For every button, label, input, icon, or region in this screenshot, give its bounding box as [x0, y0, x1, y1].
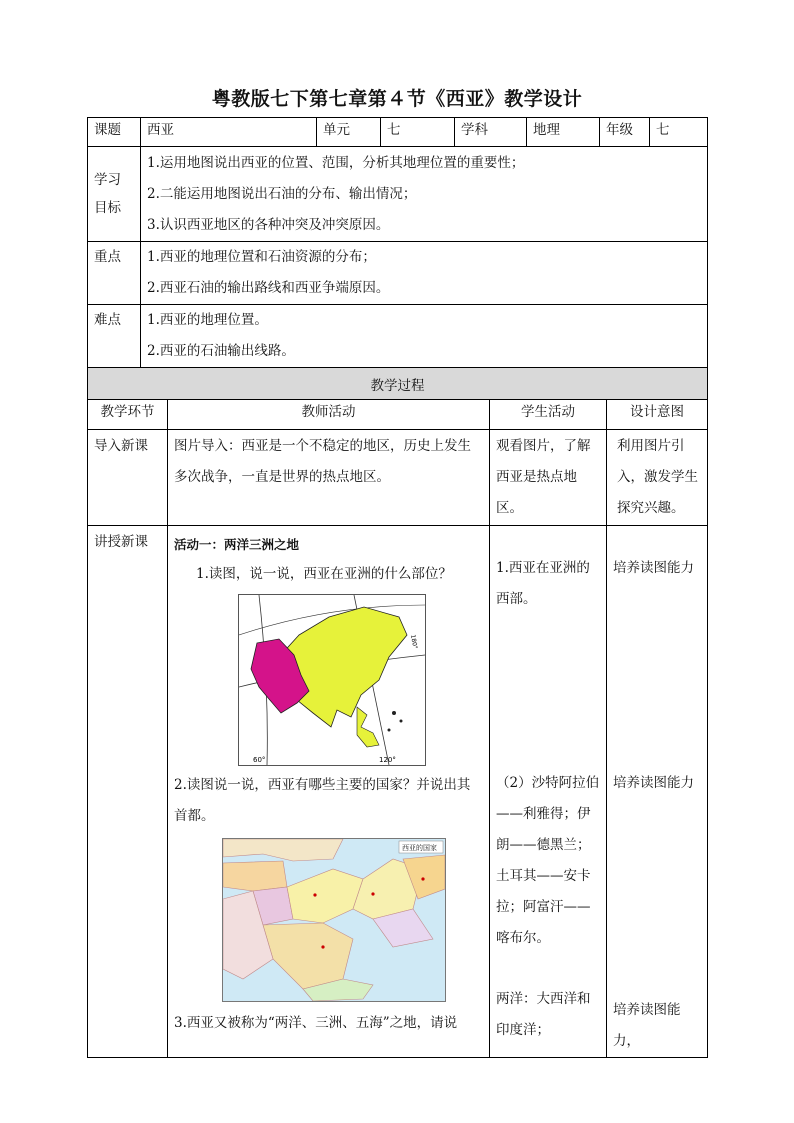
activity-title: 活动一：两洋三洲之地: [174, 537, 300, 552]
col-student: 学生活动: [490, 400, 607, 430]
meta-row: [88, 118, 708, 147]
intent-3: 培养读图能力，: [613, 1002, 681, 1049]
student-answer-1: 1.西亚在亚洲的西部。: [496, 560, 590, 607]
key-point-item: 2.西亚石油的输出路线和西亚争端原因。: [147, 280, 390, 296]
objectives-label: 学习 目标: [88, 147, 141, 242]
process-table: [87, 399, 708, 1058]
difficulties-content: [141, 305, 708, 368]
west-asia-map-svg: [223, 839, 445, 1001]
new-stage: 讲授新课: [88, 526, 168, 1058]
grade-value: 七: [650, 118, 708, 147]
question-3: 3.西亚又被称为“两洋、三洲、五海”之地，请说: [174, 1015, 458, 1031]
difficulties-row: [88, 305, 708, 368]
unit-label: 单元: [317, 118, 381, 147]
difficulty-item: 2.西亚的石油输出线路。: [147, 343, 295, 359]
key-points-label: 重点: [88, 242, 141, 305]
grade-label: 年级: [600, 118, 650, 147]
intro-student: 观看图片，了解西亚是热点地区。: [490, 430, 607, 526]
intro-row: [88, 430, 708, 526]
intent-2: 培养读图能力: [613, 775, 694, 791]
difficulty-item: 1.西亚的地理位置。: [147, 312, 268, 328]
objective-item: 1.运用地图说出西亚的位置、范围，分析其地理位置的重要性；: [147, 155, 525, 171]
map2-title: 西亚的国家: [402, 844, 437, 852]
intro-stage: 导入新课: [88, 430, 168, 526]
asia-map: [238, 594, 426, 766]
topic-label: 课题: [88, 118, 141, 147]
asia-map-svg: [239, 595, 425, 765]
west-asia-countries-map: [222, 838, 446, 1002]
unit-value: 七: [381, 118, 455, 147]
question-1: 1.读图，说一说，西亚在亚洲的什么部位？: [196, 566, 452, 582]
subject-value: 地理: [527, 118, 600, 147]
intro-intent: 利用图片引入，激发学生探究兴趣。: [607, 430, 708, 526]
objectives-row: [88, 147, 708, 242]
objective-item: 2.二能运用地图说出石油的分布、输出情况；: [147, 186, 417, 202]
lon-120-label: 120°: [379, 756, 396, 764]
process-header: 教学过程: [88, 368, 708, 400]
new-intent: [607, 526, 708, 1058]
subject-label: 学科: [455, 118, 527, 147]
difficulties-label: 难点: [88, 305, 141, 368]
new-teacher: [168, 526, 490, 1058]
key-points-row: [88, 242, 708, 305]
topic-value: 西亚: [141, 118, 317, 147]
objective-item: 3.认识西亚地区的各种冲突及冲突原因。: [147, 217, 390, 233]
process-columns-row: [88, 400, 708, 430]
key-point-item: 1.西亚的地理位置和石油资源的分布；: [147, 249, 376, 265]
document-title: 粤教版七下第七章第４节《西亚》教学设计: [211, 88, 583, 110]
question-2: 2.读图说一说，西亚有哪些主要的国家？并说出其首都。: [174, 777, 471, 824]
col-teacher: 教师活动: [168, 400, 490, 430]
col-stage: 教学环节: [88, 400, 168, 430]
lat-label: 180°: [409, 634, 419, 650]
process-header-row: [88, 368, 708, 400]
new-student: [490, 526, 607, 1058]
lon-60-label: 60°: [253, 756, 266, 764]
intent-1: 培养读图能力: [613, 560, 694, 576]
lesson-plan-table: [87, 117, 708, 400]
col-intent: 设计意图: [607, 400, 708, 430]
student-answer-3: 两洋：大西洋和印度洋；: [496, 991, 591, 1038]
key-points-content: [141, 242, 708, 305]
intro-teacher: 图片导入：西亚是一个不稳定的地区，历史上发生多次战争，一直是世界的热点地区。: [168, 430, 490, 526]
objectives-content: [141, 147, 708, 242]
new-lesson-row: [88, 526, 708, 1058]
student-answer-2: （2）沙特阿拉伯——利雅得；伊朗——德黑兰；土耳其——安卡拉；阿富汗——喀布尔。: [496, 775, 600, 946]
